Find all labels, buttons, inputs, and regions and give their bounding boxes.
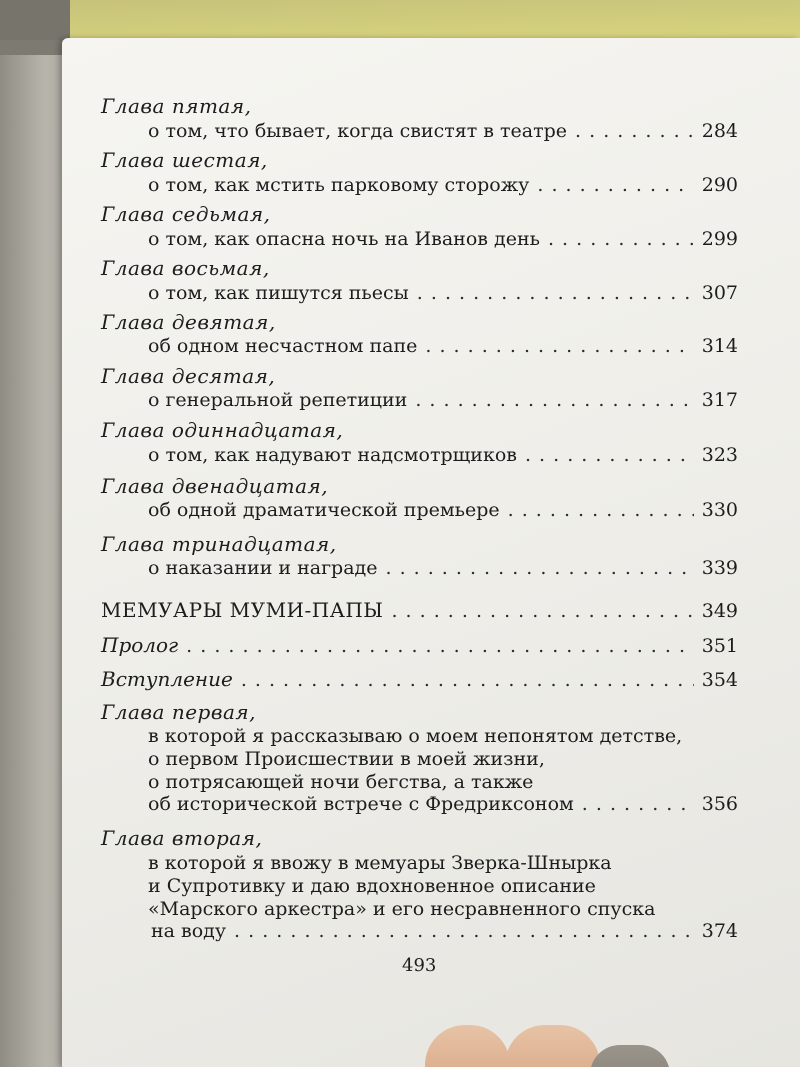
chapter-label: Глава шестая, (101, 148, 268, 172)
page-number: 349 (701, 600, 738, 622)
leader-dots (575, 120, 694, 142)
chapter-line (148, 120, 738, 142)
chapter-description: об одном несчастном папе (148, 335, 418, 357)
page-number: 339 (701, 557, 738, 579)
page-number: 317 (701, 389, 738, 411)
chapter-line (148, 228, 738, 250)
page-number: 351 (701, 635, 738, 657)
chapter-description: на воду (151, 920, 227, 942)
chapter-label: Глава вторая, (101, 826, 263, 850)
section-heading-line (101, 598, 738, 622)
leader-dots (415, 389, 693, 411)
chapter-label: Глава тринадцатая, (101, 532, 337, 556)
chapter-description-line: о потрясающей ночи бегства, а также (148, 771, 534, 793)
chapter-description-line: в которой я рассказываю о моем непонятом детстве, (148, 725, 683, 747)
chapter-label: Глава девятая, (101, 310, 276, 334)
intro-line (101, 667, 738, 691)
chapter-description: о том, как опасна ночь на Иванов день (148, 228, 540, 250)
chapter-description: о наказании и награде (148, 557, 378, 579)
chapter-description-line: и Супротивку и даю вдохновенное описание (148, 875, 596, 897)
page-number: 284 (701, 120, 738, 142)
chapter-label: Глава двенадцатая, (101, 474, 329, 498)
leader-dots (417, 282, 694, 304)
chapter-description: о том, как надувают надсмотрщиков (148, 444, 517, 466)
chapter-label: Глава первая, (101, 700, 257, 724)
leader-dots (582, 793, 694, 815)
chapter-description: о генеральной репетиции (148, 389, 408, 411)
leader-dots (537, 174, 693, 196)
leader-dots (425, 335, 693, 357)
chapter-line (148, 793, 738, 815)
chapter-line (148, 335, 738, 357)
page-number: 330 (701, 499, 738, 521)
chapter-line (148, 174, 738, 196)
chapter-description-line: в которой я ввожу в мемуары Зверка-Шнырка (148, 852, 612, 874)
page-number: 290 (701, 174, 738, 196)
chapter-line (148, 444, 738, 466)
prologue-line (101, 633, 738, 657)
chapter-line (148, 557, 738, 579)
chapter-description: о том, как мстить парковому сторожу (148, 174, 530, 196)
chapter-description-line: «Марского аркестра» и его несравненного спуска (148, 898, 656, 920)
chapter-label: Глава одиннадцатая, (101, 418, 344, 442)
page-number: 354 (701, 669, 738, 691)
chapter-description: об исторической встрече с Фредриксоном (148, 793, 574, 815)
chapter-description: о том, что бывает, когда свистят в театре (148, 120, 568, 142)
leader-dots (391, 600, 693, 622)
chapter-description: об одной драматической премьере (148, 499, 500, 521)
page-number: 374 (701, 920, 738, 942)
leader-dots (525, 444, 694, 466)
leader-dots (234, 920, 694, 942)
page-number: 314 (701, 335, 738, 357)
chapter-line (148, 499, 738, 521)
chapter-label: Глава пятая, (101, 94, 252, 118)
chapter-label: Глава восьмая, (101, 256, 270, 280)
leader-dots (241, 669, 694, 691)
chapter-line (151, 920, 738, 942)
page-number: 307 (701, 282, 738, 304)
leader-dots (508, 499, 694, 521)
leader-dots (186, 635, 694, 657)
intro-label: Вступление (101, 667, 233, 691)
chapter-line (148, 389, 738, 411)
prologue-label: Пролог (101, 633, 179, 657)
chapter-label: Глава десятая, (101, 364, 276, 388)
page-footer-number: 493 (402, 955, 437, 976)
leader-dots (548, 228, 694, 250)
section-title: МЕМУАРЫ МУМИ-ПАПЫ (101, 598, 384, 622)
page-number: 323 (701, 444, 738, 466)
chapter-line (148, 282, 738, 304)
chapter-description: о том, как пишутся пьесы (148, 282, 409, 304)
leader-dots (385, 557, 693, 579)
page-number: 299 (701, 228, 738, 250)
chapter-label: Глава седьмая, (101, 202, 271, 226)
chapter-description-line: о первом Происшествии в моей жизни, (148, 748, 545, 770)
page-number: 356 (701, 793, 738, 815)
